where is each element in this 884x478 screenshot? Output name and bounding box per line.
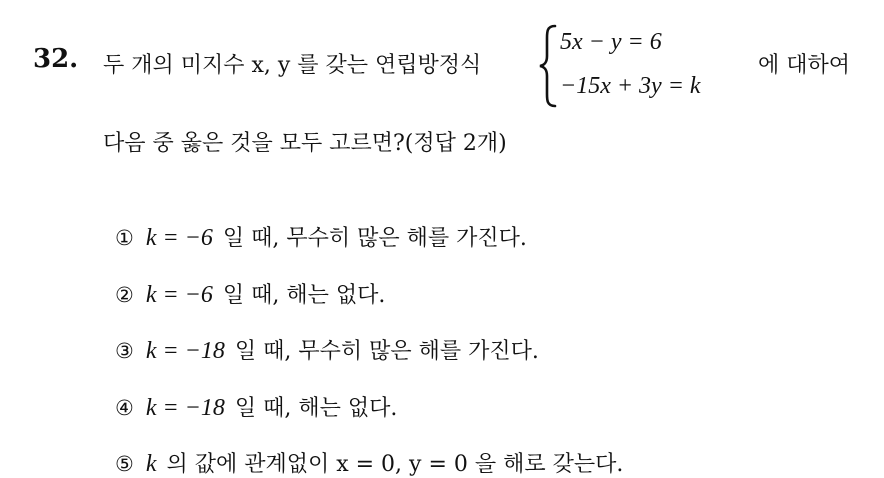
question-stem-tail: 에 대하여 <box>758 53 851 78</box>
option-4[interactable] <box>115 391 397 422</box>
question-number: 32. <box>33 44 79 74</box>
option-expression: k <box>145 451 157 477</box>
option-marker: ① <box>115 226 134 250</box>
option-2[interactable] <box>115 278 385 309</box>
option-1[interactable] <box>115 221 527 252</box>
option-text: 의 값에 관계없이 x = 0, y = 0 을 해로 갖는다. <box>166 452 624 477</box>
option-text: 일 때, 해는 없다. <box>234 396 398 421</box>
question-stem-line1: 두 개의 미지수 x, y 를 갖는 연립방정식 <box>103 53 482 78</box>
equation-system <box>538 24 728 106</box>
option-expression: k = −18 <box>145 338 225 364</box>
option-expression: k = −18 <box>145 395 225 421</box>
option-marker: ③ <box>115 339 134 363</box>
option-marker: ② <box>115 283 134 307</box>
left-brace-icon <box>538 24 558 108</box>
option-3[interactable] <box>115 334 539 365</box>
option-5[interactable] <box>115 447 623 478</box>
option-text: 일 때, 무수히 많은 해를 가진다. <box>234 339 539 364</box>
equation-1: 5x − y = 6 <box>560 29 662 55</box>
option-expression: k = −6 <box>145 225 213 251</box>
option-marker: ⑤ <box>115 452 134 476</box>
option-text: 일 때, 해는 없다. <box>222 283 386 308</box>
option-text: 일 때, 무수히 많은 해를 가진다. <box>222 226 527 251</box>
option-expression: k = −6 <box>145 282 213 308</box>
equation-2: −15x + 3y = k <box>560 73 701 99</box>
question-stem-line2: 다음 중 옳은 것을 모두 고르면?(정답 2개) <box>103 131 507 156</box>
option-marker: ④ <box>115 396 134 420</box>
